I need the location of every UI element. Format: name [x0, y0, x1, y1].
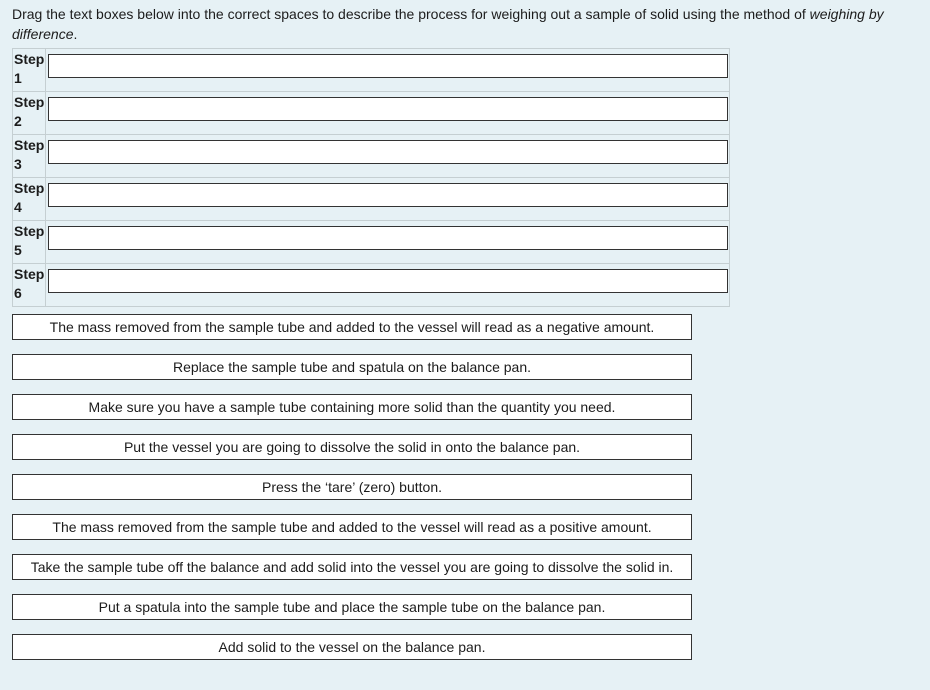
step-drop-cell [46, 49, 730, 92]
drop-zone-step-2[interactable] [48, 97, 728, 121]
step-label [13, 221, 46, 264]
drop-zone-step-6[interactable] [48, 269, 728, 293]
step-drop-cell [46, 178, 730, 221]
instructions [12, 4, 912, 44]
step-row [13, 135, 730, 178]
step-row [13, 178, 730, 221]
step-number: 5 [14, 242, 22, 258]
draggable-option[interactable]: Put a spatula into the sample tube and place the sample tube on the balance pan. [12, 594, 692, 620]
step-number: 2 [14, 113, 22, 129]
draggable-option[interactable]: Replace the sample tube and spatula on the balance pan. [12, 354, 692, 380]
draggable-option[interactable]: Make sure you have a sample tube containing more solid than the quantity you need. [12, 394, 692, 420]
draggable-option[interactable]: Take the sample tube off the balance and add solid into the vessel you are going to dissolve the solid in. [12, 554, 692, 580]
drop-zone-step-5[interactable] [48, 226, 728, 250]
step-word: Step [14, 223, 45, 239]
instructions-text-end: . [73, 26, 78, 42]
step-row [13, 92, 730, 135]
draggable-option[interactable]: Put the vessel you are going to dissolve the solid in onto the balance pan. [12, 434, 692, 460]
draggable-option[interactable]: The mass removed from the sample tube and added to the vessel will read as a positive amount. [12, 514, 692, 540]
drop-zone-step-3[interactable] [48, 140, 728, 164]
step-number: 1 [14, 70, 22, 86]
step-drop-cell [46, 92, 730, 135]
step-word: Step [14, 180, 45, 196]
step-drop-cell [46, 135, 730, 178]
step-word: Step [14, 94, 45, 110]
step-word: Step [14, 137, 45, 153]
draggable-option[interactable]: Press the ‘tare’ (zero) button. [12, 474, 692, 500]
step-number: 6 [14, 285, 22, 301]
instructions-emphasis: weighing by difference [12, 6, 884, 42]
drop-zone-step-1[interactable] [48, 54, 728, 78]
step-row [13, 264, 730, 307]
draggable-option[interactable]: The mass removed from the sample tube and added to the vessel will read as a negative amount. [12, 314, 692, 340]
draggable-options [12, 314, 918, 660]
step-drop-cell [46, 264, 730, 307]
step-word: Step [14, 266, 45, 282]
step-label [13, 49, 46, 92]
step-label [13, 135, 46, 178]
draggable-option[interactable]: Add solid to the vessel on the balance pan. [12, 634, 692, 660]
step-label [13, 178, 46, 221]
step-number: 4 [14, 199, 22, 215]
step-label [13, 92, 46, 135]
step-number: 3 [14, 156, 22, 172]
steps-table [12, 48, 730, 307]
step-row [13, 221, 730, 264]
step-row [13, 49, 730, 92]
drop-zone-step-4[interactable] [48, 183, 728, 207]
step-word: Step [14, 51, 45, 67]
step-label [13, 264, 46, 307]
instructions-text: Drag the text boxes below into the correct spaces to describe the process for weighing out a sample of solid using the method of [12, 6, 810, 22]
step-drop-cell [46, 221, 730, 264]
